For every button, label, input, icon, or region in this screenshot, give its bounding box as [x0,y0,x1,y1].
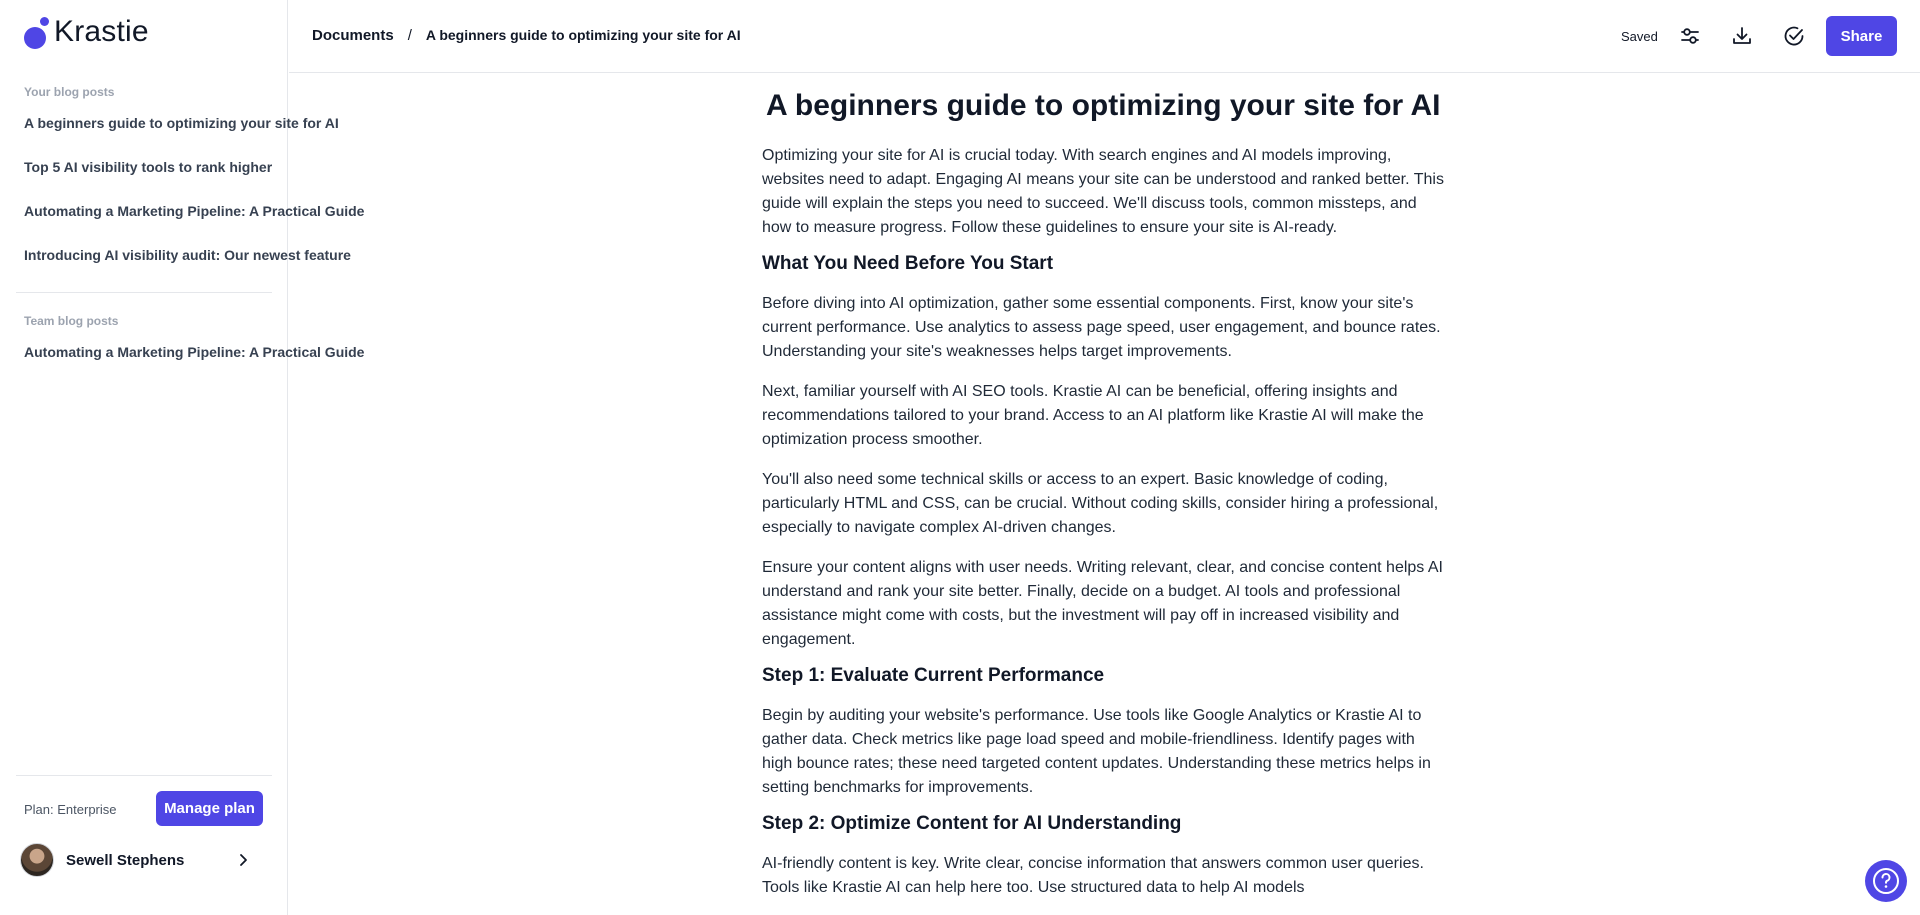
sidebar-post-item[interactable]: Automating a Marketing Pipeline: A Practical Guide [24,203,365,219]
manage-plan-button[interactable]: Manage plan [156,791,263,826]
breadcrumb [312,27,741,44]
document-paragraph[interactable]: Begin by auditing your website's performance. Use tools like Google Analytics or Krastie AI to gather data. Check metrics like page load speed and mobile-friendliness. Identify pages with high bounce rates; these need targeted content updates. Understanding these metrics helps in setting benchmarks for improvements. [762,707,1431,796]
document-paragraph[interactable]: Before diving into AI optimization, gather some essential components. First, know your site's current performance. Use analytics to assess page speed, user engagement, and bounce rates. Understanding your site's weaknesses helps target improvements. [762,295,1441,360]
save-status: Saved [1621,29,1658,44]
breadcrumb-root[interactable]: Documents [312,27,394,44]
document-title[interactable]: A beginners guide to optimizing your site for AI [766,89,1441,122]
user-menu[interactable] [20,842,250,878]
document-editor[interactable] [762,74,1447,915]
review-button[interactable] [1779,21,1809,51]
breadcrumb-current: A beginners guide to optimizing your site for AI [425,27,741,43]
download-button[interactable] [1727,21,1757,51]
document-paragraph[interactable]: Next, familiar yourself with AI SEO tools. Krastie AI can be beneficial, offering insights and recommendations tailored to your brand. Access to an AI platform like Krastie AI will make the optimization process smoother. [762,383,1424,448]
sidebar-team-post-item[interactable]: Automating a Marketing Pipeline: A Practical Guide [24,344,365,360]
breadcrumb-separator: / [407,27,412,44]
user-name: Sewell Stephens [66,851,185,869]
help-button[interactable] [1865,860,1907,902]
sidebar-divider [16,292,272,293]
sidebar-divider [16,775,272,776]
app-name: Krastie [54,15,149,48]
document-heading[interactable]: What You Need Before You Start [762,253,1054,274]
document-paragraph[interactable]: You'll also need some technical skills or access to an expert. Basic knowledge of coding, particularly HTML and CSS, can be crucial. Without coding skills, consider hiring a professional, especially to navigate complex AI-driven changes. [762,471,1439,536]
chevron-right-icon [236,853,250,867]
check-circle-icon [1782,24,1806,48]
sidebar-post-item[interactable]: A beginners guide to optimizing your site for AI [24,115,339,131]
share-button[interactable]: Share [1826,16,1897,56]
document-paragraph[interactable]: AI-friendly content is key. Write clear, concise information that answers common user queries. Tools like Krastie AI can help here too. Use structured data to help AI models [762,855,1424,896]
settings-button[interactable] [1675,21,1705,51]
your-posts-label: Your blog posts [24,85,115,99]
top-bar [289,0,1920,73]
avatar [20,843,54,877]
document-heading[interactable]: Step 1: Evaluate Current Performance [762,665,1105,686]
app-logo[interactable] [24,14,149,50]
document-paragraph[interactable]: Optimizing your site for AI is crucial today. With search engines and AI models improving, websites need to adapt. Engaging AI means your site can be understood and ranked better. This guide will explain the steps you need to succeed. We'll discuss tools, common missteps, and how to measure progress. Follow these guidelines to ensure your site is AI-ready. [762,147,1444,236]
document-paragraph[interactable]: Ensure your content aligns with user needs. Writing relevant, clear, and concise content helps AI understand and rank your site better. Finally, decide on a budget. AI tools and professional assistance might come with costs, but the investment will pay off in increased visibility and engagement. [762,559,1443,648]
sidebar-post-item[interactable]: Top 5 AI visibility tools to rank higher [24,159,273,175]
plan-label: Plan: Enterprise [24,802,117,817]
sliders-icon [1679,25,1701,47]
sidebar-post-item[interactable]: Introducing AI visibility audit: Our newest feature [24,247,351,263]
logo-icon [24,15,50,49]
help-icon [1871,866,1901,896]
team-posts-label: Team blog posts [24,314,119,328]
document-heading[interactable]: Step 2: Optimize Content for AI Understanding [762,813,1182,834]
download-icon [1731,25,1753,47]
